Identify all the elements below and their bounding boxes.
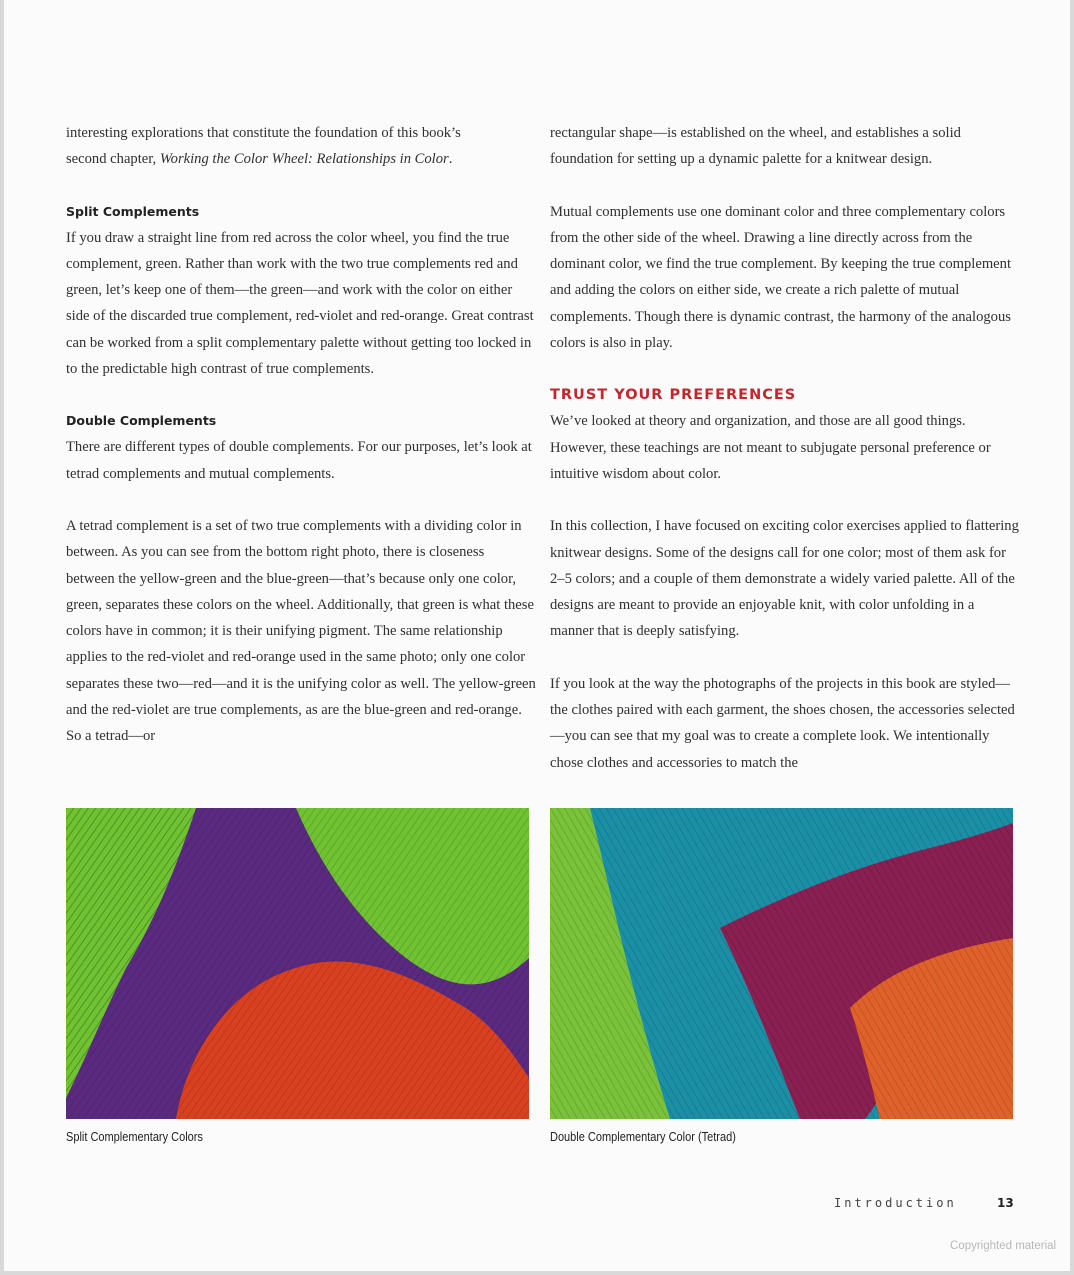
trust-preferences-heading: TRUST YOUR PREFERENCES [550, 387, 797, 404]
left-photo-caption: Split Complementary Colors [66, 1130, 203, 1144]
running-footer-section: Introduction [834, 1196, 957, 1210]
intro-line: interesting explorations that constitute the foundation of this book’s [66, 125, 461, 141]
book-page [4, 0, 1070, 1271]
chapter-title-italic: Working the Color Wheel: Relationships in Color [159, 151, 449, 168]
mutual-complements-paragraph: Mutual complements use one dominant color and three complementary colors from the other side of the wheel. Drawing a line directly across from the dominant color, we find the true complement. By keeping the true complement and adding the colors on either side, we create a rich palette of mutual complements. Though there is dynamic contrast, the harmony of the analogous colors is also in play. [550, 203, 1012, 352]
continuation-paragraph: rectangular shape—is established on the wheel, and establishes a solid foundation for setting up a dynamic palette for a knitwear design. [550, 125, 961, 168]
tetrad-paragraph: A tetrad complement is a set of two true complements with a dividing color in between. As you can see from the bottom right photo, there is closeness between the yellow-green and the blue-green—that’s because only one color, green, separates these colors on the wheel. Additionally, that green is what these colors have in common; it is their unifying pigment. The same relationship applies to the red-violet and red-orange used in the same photo; only one color separates these two—red—and it is the unifying color as well. The yellow-green and the red-violet are true complements, as are the blue-green and red-orange. So a tetrad—or [66, 517, 536, 745]
copyright-watermark: Copyrighted material [950, 1240, 1057, 1252]
page-number: 13 [997, 1196, 1014, 1210]
intro-suffix: . [448, 151, 453, 168]
split-complements-paragraph: If you draw a straight line from red across the color wheel, you find the true complement, green. Rather than work with the two true complements red and green, let’s keep one of them—the green—and work with the color on either side of the discarded true complement, red-violet and red-orange. Great contrast can be worked from a split complementary palette without getting too locked in to the predictable high contrast of true complements. [66, 229, 534, 378]
double-complementary-yarn-photo [550, 808, 1013, 1119]
trust-paragraph: We’ve looked at theory and organization, and those are all good things. However, these teachings are not meant to subjugate personal preference or intuitive wisdom about color. [550, 413, 991, 482]
intro-prefix: second chapter, [66, 151, 160, 168]
collection-paragraph: In this collection, I have focused on exciting color exercises applied to flattering knitwear designs. Some of the designs call for one color; most of them ask for 2–5 colors; and a couple of them demonstrate a widely varied palette. All of the designs are meant to provide an enjoyable knit, with color unfolding in a manner that is deeply satisfying. [550, 518, 1019, 640]
left-column [66, 120, 536, 750]
double-complements-heading: Double Complements [66, 413, 217, 429]
photos-paragraph: If you look at the way the photographs of the projects in this book are styled—the clothes paired with each garment, the shoes chosen, the accessories selected—you can see that my goal was to create a complete look. We intentionally chose clothes and accessories to match the [550, 675, 1015, 771]
split-complements-heading: Split Complements [66, 203, 200, 219]
double-complements-paragraph: There are different types of double complements. For our purposes, let’s look at tetrad complements and mutual complements. [66, 439, 532, 482]
intro-paragraph [66, 120, 536, 173]
right-photo-caption: Double Complementary Color (Tetrad) [550, 1130, 736, 1144]
split-complementary-yarn-photo [66, 808, 529, 1119]
right-column [550, 120, 1020, 776]
